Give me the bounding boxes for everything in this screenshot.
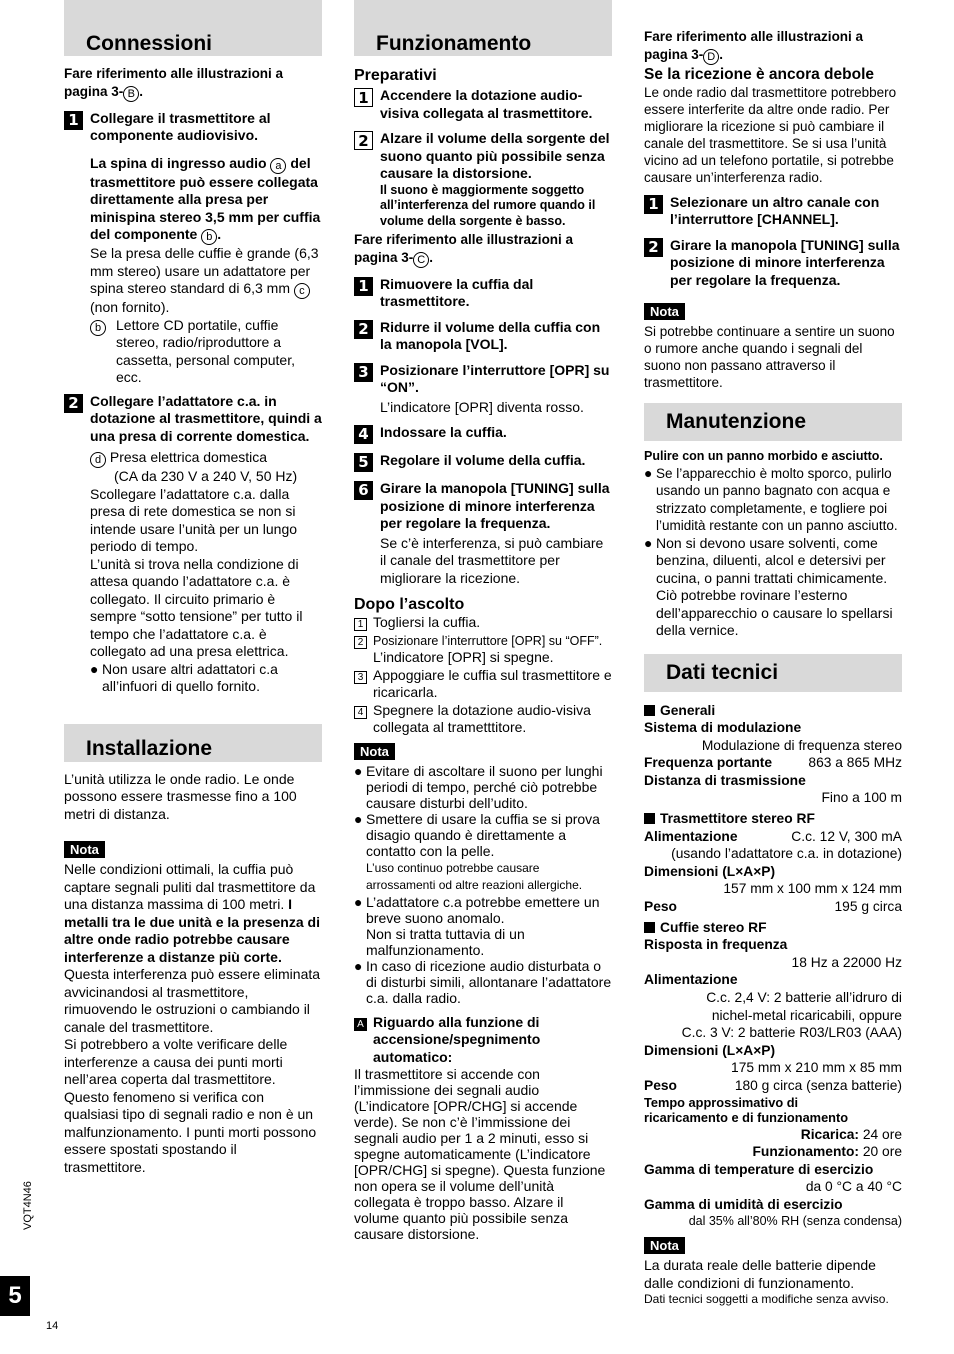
spec-row: Peso 195 g circa <box>644 899 902 915</box>
spec-label: Dimensioni (L×A×P) <box>644 1042 776 1058</box>
installazione-text: L’unità utilizza le onde radio. Le onde possono essere trasmesse fino a 100 metri di distanza. <box>64 770 297 822</box>
ricezione-nota-label: Nota <box>644 303 685 320</box>
funzionamento-step-2: 2 Ridurre il volume della cuffia con la manopola [VOL]. <box>354 319 612 354</box>
spec-label: Tempo approssimativo di ricaricamento e di funzionamento <box>644 1094 849 1126</box>
dopo-step-4: 4 Spegnere la dotazione audio-visiva collegata al trametttitore. <box>354 702 612 737</box>
spec-value: Fino a 100 m <box>821 790 902 806</box>
generali-heading: Generali <box>644 702 902 720</box>
preparativi-step-1: 1 Accendere la dotazione audio-visiva collegata al trasmettitore. <box>354 87 612 122</box>
spec-label: Dimensioni (L×A×P) <box>644 863 776 879</box>
auto-power-text: Il trasmettitore si accende con l’immissione dei segnali audio (L’indicatore [OPR/CHG] si accende verde). Se non c’è l’immissione dei segnali audio per 1 a 2 minuti, esso si spegne automaticamente (L’indicatore [OPR/CHG] si spegne). Questa funzione non opera se il volume dell’unità collegata è troppo basso. Alzare il volume quanto più possibile senza causare distorsione. <box>354 1066 606 1242</box>
spec-value: da 0 °C a 40 °C <box>805 1179 902 1195</box>
column-2 <box>354 0 612 1242</box>
dati-tecnici-body <box>644 702 902 1230</box>
funzionamento-nota-4: ● In caso di ricezione audio disturbata o di disturbi simili, allontanare l’adattatore c.a. dalla radio. <box>354 957 612 1006</box>
spec-value: Modulazione di frequenza stereo <box>701 737 902 753</box>
spec-value: C.c. 3 V: 2 batterie R03/LR03 (AAA) <box>681 1025 902 1041</box>
dati-heading: Dati tecnici <box>644 654 902 692</box>
ricezione-step-2: 2 Girare la manopola [TUNING] sulla posizione di minore interferenza per regolare la frequenza. <box>644 237 902 290</box>
ricezione-ref: Fare riferimento alle illustrazioni a pagina 3- D . <box>644 29 864 63</box>
spec-label: Sistema di modulazione <box>644 720 802 736</box>
dopo-step-1: 1 Togliersi la cuffia. <box>354 614 612 632</box>
connessioni-ref: Fare riferimento alle illustrazioni a pagina 3- B . <box>64 66 284 100</box>
funzionamento-nota-2: ● Smettere di usare la cuffia se si prova disagio quando è direttamente a contatto con la pelle. L’uso continuo potrebbe causare arrossamenti od altre reazioni allergiche. <box>354 810 600 892</box>
dopo-step-3: 3 Appoggiare le cuffia sul trasmettitore e ricaricarla. <box>354 667 612 702</box>
column-1 <box>64 0 322 1176</box>
spec-value: 175 mm x 210 mm x 85 mm <box>731 1060 902 1076</box>
connessioni-heading: Connessioni <box>64 0 322 56</box>
dati-nota-text: La durata reale delle batterie dipende dalle condizioni di funzionamento. <box>644 1257 876 1291</box>
page-number: 5 <box>0 1276 30 1316</box>
spec-value: dal 35% all’80% RH (senza condensa) <box>688 1213 902 1228</box>
spec-row: Frequenza portante 863 a 865 MHz <box>644 755 902 771</box>
connessioni-step-1-detail: La spina di ingresso audio a del trasmettitore può essere collegata direttamente alla presa per minispina stereo 3,5 mm per cuffia del componente b . Se la presa delle cuffie è grande (6,3 mm stereo) usare un adattatore per spina stereo standard di 6,3 mm c (non fornito). b Lettore CD portatile, cuffie stereo, radio/riproduttore a cassetta, personal computer, ecc. <box>90 154 321 385</box>
spec-value: Funzionamento: 20 ore <box>752 1144 902 1160</box>
folio-number: 14 <box>46 1320 59 1332</box>
dati-nota-small: Dati tecnici soggetti a modifiche senza avviso. <box>644 1292 889 1307</box>
spec-row: Peso 180 g circa (senza batterie) <box>644 1077 902 1093</box>
installazione-nota-label: Nota <box>64 841 105 858</box>
spec-label: Distanza di trasmissione <box>644 772 806 788</box>
model-code: VQT4N46 <box>22 1181 34 1230</box>
ricezione-text: Le onde radio dal trasmettitore potrebbero essere interferite da altre onde radio. Per migliorare la ricezione si può cambiare il canale del trasmettitore. Se si usa l’unità vicino ad un telefono portatile, si potrebbe causare un’interferenza radio. <box>644 84 897 185</box>
dati-nota-label: Nota <box>644 1237 685 1254</box>
funzionamento-step-3-note: L’indicatore [OPR] diventa rosso. <box>380 398 584 415</box>
manutenzione-heading: Manutenzione <box>644 403 902 441</box>
funzionamento-step-3: 3 Posizionare l’interruttore [OPR] su “ON”. <box>354 362 612 397</box>
funzionamento-nota-3: ● L’adattatore c.a potrebbe emettere un breve suono anomalo. Non si tratta tuttavia di un malfunzionamento. <box>354 893 600 958</box>
spec-label: Alimentazione <box>644 972 738 988</box>
spec-value: Ricarica: 24 ore <box>800 1126 902 1142</box>
manutenzione-bullet-2: ● Non si devono usare solventi, come benzina, diluenti, alcol e detersivi per cucina, o panni trattati chimicamente. Ciò potrebbe rovinare l’esterno dell’apparecchio o causare lo spellarsi della vernice. <box>644 534 893 638</box>
connessioni-step-1: 1 Collegare il trasmettitore al componente audiovisivo. <box>64 110 322 145</box>
funzionamento-ref: Fare riferimento alle illustrazioni a pagina 3- C . <box>354 232 574 266</box>
manutenzione-lead: Pulire con un panno morbido e asciutto. <box>644 449 883 463</box>
installazione-nota-text: Nelle condizioni ottimali, la cuffia può captare segnali puliti dal trasmettitore da una distanza massima di 100 metri. I metalli tra le due unità e la presenza di altre onde radio potrebbe causare interferenze a distanze più corte. Questa interferenza può essere eliminata avvicinandosi al trasmettitore, rimuovendo le ostruzioni o cambiando il canale del trasmettitore. Si potrebbero a volte verificare delle interferenze a causa dei punti morti nell’area coperta dal trasmettitore. Questo fenomeno si verifica con qualsiasi tipo di segnali radio e non è un malfunzionamento. I punti morti possono essere spostati spostando il trasmettitore. <box>64 861 321 1175</box>
ricezione-nota-text: Si potrebbe continuare a sentire un suono o rumore anche quando i segnali del suono non passano attraverso il trasmettitore. <box>644 324 895 390</box>
installazione-heading: Installazione <box>64 724 322 762</box>
funzionamento-heading: Funzionamento <box>354 0 612 56</box>
spec-label: Gamma di temperature di esercizio <box>644 1161 874 1177</box>
spec-label: Risposta in frequenza <box>644 937 788 953</box>
manutenzione-bullet-1: ● Se l’apparecchio è molto sporco, pulirlo usando un panno bagnato con acqua e strizzato completamente, e togliere poi l’umidità restante con un panno asciutto. <box>644 464 898 533</box>
funzionamento-step-6-note: Se c’è interferenza, si può cambiare il canale del trasmettitore per migliorare la ricezione. <box>380 534 604 586</box>
spec-value: 18 Hz a 22000 Hz <box>791 954 902 970</box>
funzionamento-nota-1: ● Evitare di ascoltare il suono per lunghi periodi di tempo, perché ciò potrebbe causare disturbi dell’udito. <box>354 762 603 811</box>
preparativi-heading: Preparativi <box>354 67 437 84</box>
spec-value: 157 mm x 100 mm x 124 mm <box>723 881 902 897</box>
column-3 <box>644 0 902 1308</box>
spec-row: Alimentazione C.c. 12 V, 300 mA <box>644 828 902 844</box>
funzionamento-step-1: 1 Rimuovere la cuffia dal trasmettitore. <box>354 276 612 311</box>
preparativi-step-2-note: Il suono è maggiormente soggetto all’interferenza del rumore quando il volume della sorgente è basso. <box>380 182 596 228</box>
preparativi-step-2: 2 Alzare il volume della sorgente del suono quanto più possibile senza causare la distorsione. <box>354 130 612 183</box>
connessioni-step-2: 2 Collegare l’adattatore c.a. in dotazione al trasmettitore, quindi a una presa di corrente domestica. <box>64 393 322 446</box>
dopo-step-2: 2 Posizionare l’interruttore [OPR] su “OFF”. L’indicatore [OPR] si spegne. <box>354 632 612 667</box>
trasmettitore-heading: Trasmettitore stereo RF <box>644 810 902 828</box>
funzionamento-step-4: 4 Indossare la cuffia. <box>354 424 612 444</box>
funzionamento-step-6: 6 Girare la manopola [TUNING] sulla posizione di minore interferenza per regolare la frequenza. <box>354 480 612 533</box>
connessioni-step-2-detail: d Presa elettrica domestica (CA da 230 V a 240 V, 50 Hz) Scollegare l’adattatore c.a. dalla presa di rete domestica se non si intende usare l’unità per un lungo periodo di tempo. L’unità si trova nella condizione di attesa quando l’adattatore c.a. è collegato. Il circuito primario è sempre “sotto tensione” per tutto il tempo che l’adattatore c.a. è collegato ad una presa elettrica. ● Non usare altri adattatori c.a all’infuori di quello fornito. <box>90 449 303 694</box>
spec-value: C.c. 2,4 V: 2 batterie all’idruro di nichel-metal ricaricabili, oppure <box>706 990 902 1023</box>
spec-label: Gamma di umidità di esercizio <box>644 1196 843 1212</box>
dopo-heading: Dopo l’ascolto <box>354 596 465 613</box>
ricezione-heading: Se la ricezione è ancora debole <box>644 65 875 83</box>
cuffie-heading: Cuffie stereo RF <box>644 919 902 937</box>
funzionamento-nota-label: Nota <box>354 743 395 760</box>
spec-value: (usando l’adattatore c.a. in dotazione) <box>671 846 902 862</box>
auto-power-heading: A Riguardo alla funzione di accensione/spegnimento automatico: <box>354 1014 612 1067</box>
ricezione-step-1: 1 Selezionare un altro canale con l’interruttore [CHANNEL]. <box>644 194 902 229</box>
funzionamento-step-5: 5 Regolare il volume della cuffia. <box>354 452 612 472</box>
